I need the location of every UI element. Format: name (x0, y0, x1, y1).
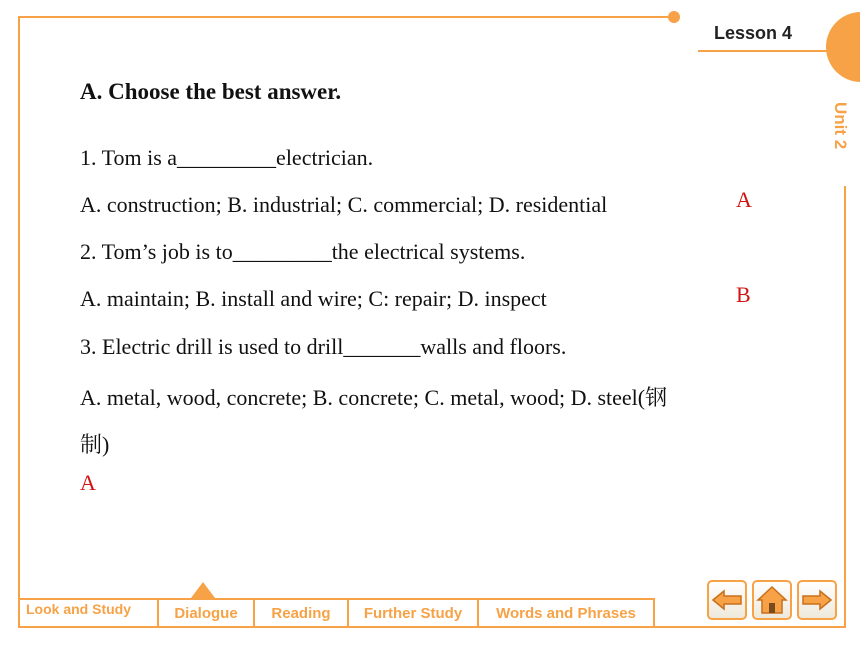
options-1: A. construction; B. industrial; C. commercial; D. residential (80, 192, 608, 217)
tab-look-and-study[interactable]: Look and Study (18, 598, 159, 628)
tab-dialogue[interactable]: Dialogue (159, 598, 255, 628)
back-arrow-icon (711, 589, 743, 611)
tab-reading[interactable]: Reading (255, 598, 349, 628)
frame-left-line (18, 16, 20, 628)
question-3: 3. Electric drill is used to drill_______walls and floors. (80, 334, 567, 359)
home-icon (756, 585, 788, 615)
frame-top-line (18, 16, 676, 18)
section-nav (18, 598, 655, 628)
options-3: A. metal, wood, concrete; B. concrete; C. metal, wood; D. steel(钢 (80, 385, 668, 410)
frame-right-line (844, 186, 846, 628)
options-2: A. maintain; B. install and wire; C: repair; D. inspect (80, 286, 547, 311)
decorative-circle (826, 12, 860, 82)
question-2: 2. Tom’s job is to_________the electrical systems. (80, 239, 526, 264)
options-3-continued: 制) (80, 432, 110, 457)
forward-arrow-icon (801, 589, 833, 611)
active-tab-indicator-icon (191, 582, 215, 598)
unit-label: Unit 2 (831, 102, 850, 150)
question-1: 1. Tom is a_________electrician. (80, 145, 374, 170)
frame-top-dot (668, 11, 680, 23)
answer-2: B (736, 282, 751, 307)
tab-words-and-phrases[interactable]: Words and Phrases (479, 598, 655, 628)
prev-button[interactable] (707, 580, 747, 620)
tab-further-study[interactable]: Further Study (349, 598, 479, 628)
next-button[interactable] (797, 580, 837, 620)
home-button[interactable] (752, 580, 792, 620)
answer-3: A (80, 470, 96, 495)
answer-1: A (736, 187, 752, 212)
lesson-underline (698, 50, 828, 52)
lesson-title: Lesson 4 (714, 23, 793, 43)
exercise-heading: A. Choose the best answer. (80, 79, 342, 104)
